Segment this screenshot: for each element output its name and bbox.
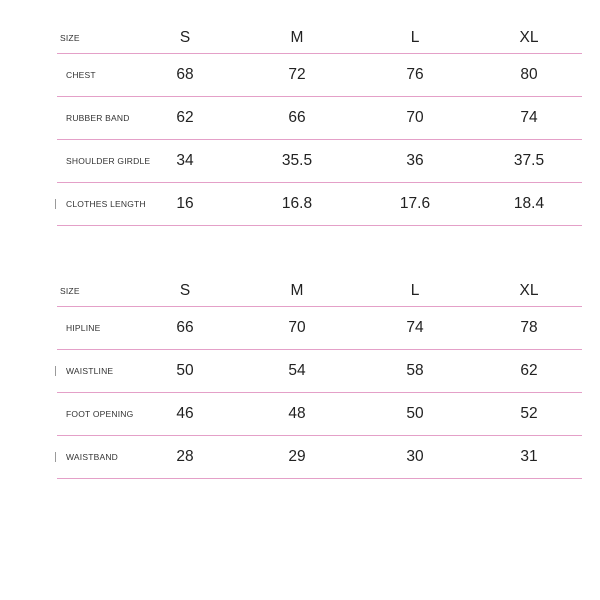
row-label: WAISTBAND (66, 452, 119, 462)
value-cell: 34 (176, 152, 194, 169)
value-cell: 66 (176, 319, 194, 336)
row-marker (55, 366, 56, 376)
row-label: RUBBER BAND (66, 113, 130, 123)
size-table-bottom (57, 275, 582, 479)
size-l-header: L (410, 28, 420, 46)
value-cell: 78 (520, 319, 538, 336)
row-label: WAISTLINE (66, 366, 114, 376)
value-cell: 76 (406, 66, 424, 83)
value-cell: 62 (520, 362, 538, 379)
value-cell: 16.8 (281, 195, 313, 212)
value-cell: 16 (176, 195, 194, 212)
value-cell: 62 (176, 109, 194, 126)
table-header-row (57, 275, 582, 307)
row-label: SHOULDER GIRDLE (66, 156, 151, 166)
value-cell: 17.6 (399, 195, 431, 212)
row-label: CHEST (66, 70, 96, 80)
size-m-header: M (290, 28, 304, 46)
value-cell: 70 (288, 319, 306, 336)
size-xl-header: XL (519, 281, 539, 299)
value-cell: 48 (288, 405, 306, 422)
table-row-clothes-length (57, 183, 582, 226)
value-cell: 68 (176, 66, 194, 83)
value-cell: 30 (406, 448, 424, 465)
size-header-label: SIZE (60, 285, 80, 296)
value-cell: 70 (406, 109, 424, 126)
value-cell: 28 (176, 448, 194, 465)
value-cell: 74 (406, 319, 424, 336)
value-cell: 80 (520, 66, 538, 83)
row-label: HIPLINE (66, 323, 101, 333)
value-cell: 46 (176, 405, 194, 422)
size-xl-header: XL (519, 28, 539, 46)
value-cell: 74 (520, 109, 538, 126)
value-cell: 58 (406, 362, 424, 379)
row-label: CLOTHES LENGTH (66, 199, 146, 209)
row-marker (55, 452, 56, 462)
value-cell: 29 (288, 448, 306, 465)
table-row-hipline (57, 307, 582, 350)
size-s-header: S (179, 28, 191, 46)
table-row-waistband (57, 436, 582, 479)
size-m-header: M (290, 281, 304, 299)
table-row-rubber-band (57, 97, 582, 140)
table-row-foot-opening (57, 393, 582, 436)
row-marker (55, 199, 56, 209)
value-cell: 66 (288, 109, 306, 126)
value-cell: 18.4 (513, 195, 545, 212)
size-l-header: L (410, 281, 420, 299)
value-cell: 54 (288, 362, 306, 379)
size-s-header: S (179, 281, 191, 299)
value-cell: 50 (176, 362, 194, 379)
value-cell: 50 (406, 405, 424, 422)
size-header-label: SIZE (60, 32, 80, 43)
table-header-row (57, 22, 582, 54)
value-cell: 37.5 (513, 152, 545, 169)
value-cell: 72 (288, 66, 306, 83)
table-row-waistline (57, 350, 582, 393)
value-cell: 31 (520, 448, 538, 465)
value-cell: 36 (406, 152, 424, 169)
table-row-shoulder-girdle (57, 140, 582, 183)
size-table-top (57, 22, 582, 226)
row-label: FOOT OPENING (66, 409, 134, 419)
table-row-chest (57, 54, 582, 97)
value-cell: 35.5 (281, 152, 313, 169)
value-cell: 52 (520, 405, 538, 422)
